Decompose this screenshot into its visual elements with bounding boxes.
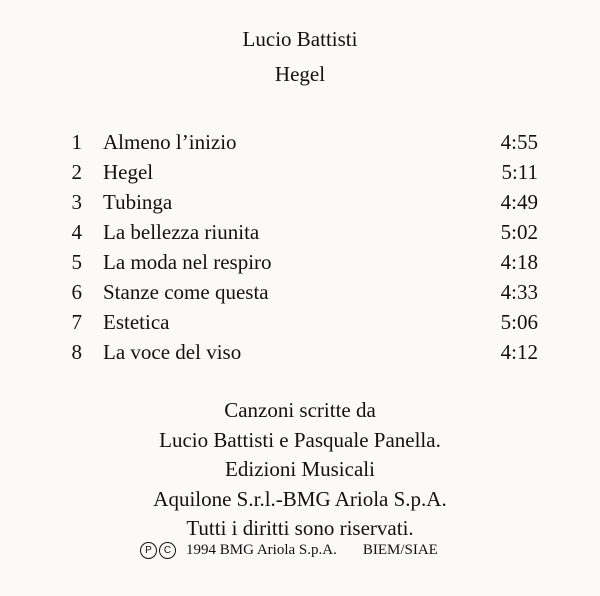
credits-block	[0, 396, 600, 544]
track-row	[0, 307, 600, 337]
copyright-icon: C	[159, 542, 176, 559]
track-row	[0, 337, 600, 367]
credits-line: Canzoni scritte da	[224, 398, 376, 422]
track-number: 2	[71, 160, 82, 184]
track-row	[0, 217, 600, 247]
track-number: 8	[71, 340, 82, 364]
track-number: 3	[71, 190, 82, 214]
track-row	[0, 127, 600, 157]
track-title: Tubinga	[103, 190, 173, 214]
track-row	[0, 157, 600, 187]
track-number: 5	[71, 250, 82, 274]
track-title: Almeno l’inizio	[103, 130, 237, 154]
track-title: La voce del viso	[103, 340, 242, 364]
track-duration: 5:11	[501, 160, 538, 184]
track-number: 7	[71, 310, 82, 334]
credits-line: Tutti i diritti sono riservati.	[186, 516, 414, 540]
track-number: 4	[71, 220, 82, 244]
credits-line: Lucio Battisti e Pasquale Panella.	[159, 427, 441, 452]
credits-line: Edizioni Musicali	[225, 457, 375, 481]
artist-name: Lucio Battisti	[242, 27, 358, 51]
track-duration: 5:02	[500, 220, 538, 244]
album-title: Hegel	[274, 62, 326, 86]
track-row	[0, 247, 600, 277]
track-row	[0, 277, 600, 307]
track-duration: 5:06	[500, 310, 538, 334]
track-duration: 4:55	[500, 130, 538, 154]
credits-line: Aquilone S.r.l.-BMG Ariola S.p.A.	[153, 486, 447, 511]
track-title: Hegel	[103, 160, 154, 184]
track-duration: 4:18	[500, 250, 538, 274]
track-title: La bellezza riunita	[103, 220, 260, 244]
track-row	[0, 187, 600, 217]
copyright-footer	[140, 540, 438, 560]
phonogram-copyright-icon: P	[140, 542, 157, 559]
track-title: La moda nel respiro	[103, 250, 272, 274]
track-duration: 4:49	[500, 190, 538, 214]
track-duration: 4:33	[500, 280, 538, 304]
track-title: Estetica	[103, 310, 170, 334]
rights-society: BIEM/SIAE	[362, 542, 438, 558]
track-number: 1	[71, 130, 82, 154]
track-title: Stanze come questa	[103, 280, 269, 304]
copyright-text: 1994 BMG Ariola S.p.A.	[186, 542, 337, 558]
track-duration: 4:12	[500, 340, 538, 364]
track-number: 6	[71, 280, 82, 304]
